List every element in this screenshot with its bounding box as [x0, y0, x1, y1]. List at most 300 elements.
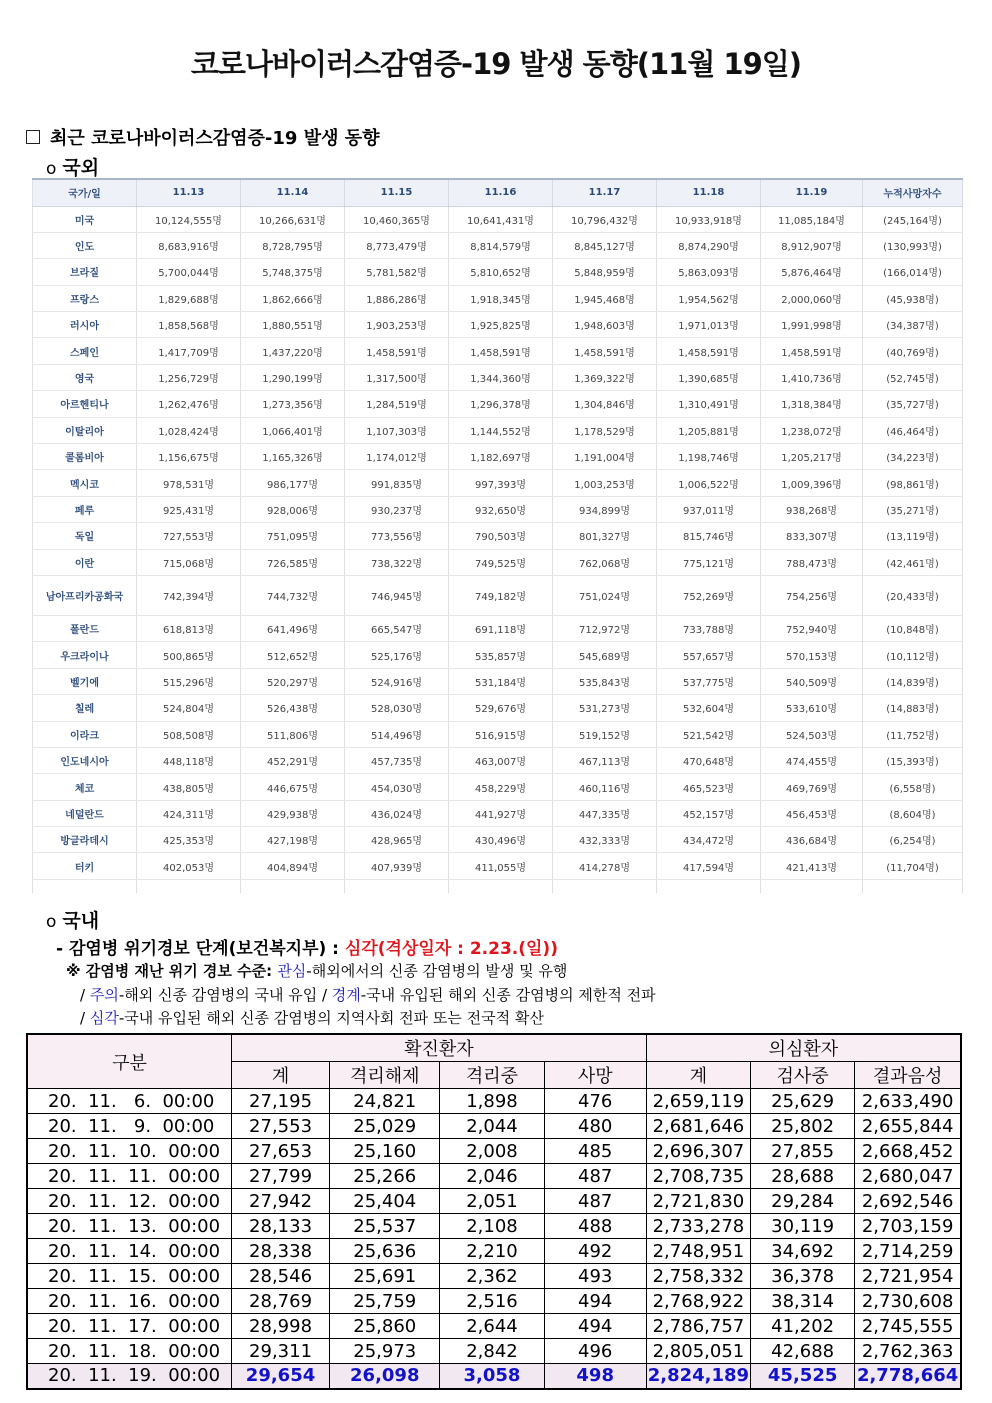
country-name: 방글라데시 [33, 827, 137, 853]
case-count-cell: 448,118명 [137, 747, 241, 773]
table-row [27, 1089, 961, 1114]
domestic-heading-label: 국내 [62, 910, 100, 932]
case-count-cell: 436,024명 [345, 800, 449, 826]
table-row [27, 1214, 961, 1239]
count-cell: 28,998 [231, 1314, 329, 1339]
table-row [33, 496, 963, 522]
case-count-cell: 533,610명 [761, 695, 863, 721]
table-row [27, 1364, 961, 1389]
circle-bullet-icon: o [46, 912, 57, 932]
table-row [27, 1289, 961, 1314]
level-alert: 경계 [331, 986, 361, 1004]
count-cell: 41,202 [751, 1314, 855, 1339]
case-count-cell: 1,205,881명 [657, 417, 761, 443]
level-caution: 주의 [89, 986, 119, 1004]
empty-cell [137, 879, 241, 893]
count-cell: 496 [544, 1339, 646, 1364]
country-name: 폴란드 [33, 615, 137, 641]
country-name: 멕시코 [33, 470, 137, 496]
case-count-cell: 742,394명 [137, 575, 241, 615]
count-cell: 27,855 [751, 1139, 855, 1164]
cumulative-deaths-cell: (11,752명) [863, 721, 963, 747]
table-row [33, 853, 963, 879]
case-count-cell: 986,177명 [241, 470, 345, 496]
empty-cell [345, 879, 449, 893]
alert-note-line-1 [66, 960, 567, 981]
count-cell: 29,311 [231, 1339, 329, 1364]
case-count-cell: 5,810,652명 [449, 259, 553, 285]
case-count-cell: 1,156,675명 [137, 444, 241, 470]
count-cell: 30,119 [751, 1214, 855, 1239]
level-alert-desc: -국내 유입된 해외 신종 감염병의 제한적 전파 [360, 986, 656, 1004]
column-header: 11.15 [345, 179, 449, 206]
case-count-cell: 618,813명 [137, 615, 241, 641]
case-count-cell: 1,954,562명 [657, 285, 761, 311]
count-cell: 2,659,119 [646, 1089, 750, 1114]
cumulative-deaths-cell: (52,745명) [863, 364, 963, 390]
count-cell: 485 [544, 1139, 646, 1164]
table-row [27, 1139, 961, 1164]
column-header: 11.19 [761, 179, 863, 206]
case-count-cell: 508,508명 [137, 721, 241, 747]
case-count-cell: 991,835명 [345, 470, 449, 496]
country-name: 미국 [33, 206, 137, 232]
count-cell: 487 [544, 1189, 646, 1214]
case-count-cell: 641,496명 [241, 615, 345, 641]
count-cell: 27,942 [231, 1189, 329, 1214]
case-count-cell: 5,781,582명 [345, 259, 449, 285]
count-cell: 45,525 [751, 1364, 855, 1389]
country-name: 독일 [33, 523, 137, 549]
count-cell: 38,314 [751, 1289, 855, 1314]
table-row [27, 1239, 961, 1264]
note-prefix: ※ 감염병 재난 위기 경보 수준: [66, 962, 278, 980]
case-count-cell: 10,124,555명 [137, 206, 241, 232]
case-count-cell: 1,971,013명 [657, 312, 761, 338]
case-count-cell: 1,165,326명 [241, 444, 345, 470]
case-count-cell: 1,304,846명 [553, 391, 657, 417]
count-cell: 2,733,278 [646, 1214, 750, 1239]
country-name: 영국 [33, 364, 137, 390]
case-count-cell: 5,863,093명 [657, 259, 761, 285]
count-cell: 2,805,051 [646, 1339, 750, 1364]
case-count-cell: 2,000,060명 [761, 285, 863, 311]
table-row [33, 668, 963, 694]
cumulative-deaths-cell: (46,464명) [863, 417, 963, 443]
cumulative-deaths-cell: (40,769명) [863, 338, 963, 364]
count-cell: 25,404 [330, 1189, 440, 1214]
case-count-cell: 528,030명 [345, 695, 449, 721]
page-title: 코로나바이러스감염증-19 발생 동향(11월 19일) [190, 47, 802, 81]
case-count-cell: 531,184명 [449, 668, 553, 694]
table-row [33, 417, 963, 443]
case-count-cell: 1,006,522명 [657, 470, 761, 496]
count-cell: 2,758,332 [646, 1264, 750, 1289]
case-count-cell: 447,335명 [553, 800, 657, 826]
case-count-cell: 407,939명 [345, 853, 449, 879]
case-count-cell: 531,273명 [553, 695, 657, 721]
table-row [27, 1114, 961, 1139]
table-row [33, 747, 963, 773]
case-count-cell: 749,525명 [449, 549, 553, 575]
case-count-cell: 524,804명 [137, 695, 241, 721]
case-count-cell: 441,927명 [449, 800, 553, 826]
count-cell: 2,680,047 [855, 1164, 961, 1189]
case-count-cell: 470,648명 [657, 747, 761, 773]
count-cell: 2,210 [440, 1239, 544, 1264]
case-count-cell: 934,899명 [553, 496, 657, 522]
table-row [33, 285, 963, 311]
case-count-cell: 833,307명 [761, 523, 863, 549]
case-count-cell: 10,266,631명 [241, 206, 345, 232]
case-count-cell: 752,269명 [657, 575, 761, 615]
section-heading [26, 124, 380, 150]
case-count-cell: 425,353명 [137, 827, 241, 853]
count-cell: 2,696,307 [646, 1139, 750, 1164]
country-name: 이란 [33, 549, 137, 575]
cumulative-deaths-cell: (8,604명) [863, 800, 963, 826]
cumulative-deaths-cell: (35,271명) [863, 496, 963, 522]
count-cell: 2,708,735 [646, 1164, 750, 1189]
case-count-cell: 744,732명 [241, 575, 345, 615]
count-cell: 2,362 [440, 1264, 544, 1289]
case-count-cell: 545,689명 [553, 642, 657, 668]
case-count-cell: 570,153명 [761, 642, 863, 668]
count-cell: 27,653 [231, 1139, 329, 1164]
table-row [27, 1189, 961, 1214]
empty-cell [761, 879, 863, 893]
empty-cell [553, 879, 657, 893]
case-count-cell: 438,805명 [137, 774, 241, 800]
case-count-cell: 452,157명 [657, 800, 761, 826]
case-count-cell: 751,095명 [241, 523, 345, 549]
count-cell: 27,799 [231, 1164, 329, 1189]
case-count-cell: 762,068명 [553, 549, 657, 575]
separator: / [80, 1009, 90, 1027]
case-count-cell: 978,531명 [137, 470, 241, 496]
case-count-cell: 1,945,468명 [553, 285, 657, 311]
case-count-cell: 749,182명 [449, 575, 553, 615]
separator: / [80, 986, 90, 1004]
count-cell: 476 [544, 1089, 646, 1114]
case-count-cell: 1,256,729명 [137, 364, 241, 390]
cumulative-deaths-cell: (42,461명) [863, 549, 963, 575]
cumulative-deaths-cell: (14,883명) [863, 695, 963, 721]
count-cell: 494 [544, 1289, 646, 1314]
count-cell: 25,266 [330, 1164, 440, 1189]
case-count-cell: 424,311명 [137, 800, 241, 826]
count-cell: 498 [544, 1364, 646, 1389]
count-cell: 25,691 [330, 1264, 440, 1289]
section-heading-label: 최근 코로나바이러스감염증-19 발생 동향 [50, 128, 380, 149]
empty-cell [449, 879, 553, 893]
level-caution-desc: -해외 신종 감염병의 국내 유입 / [118, 986, 332, 1004]
country-name: 브라질 [33, 259, 137, 285]
category-header: 구분 [27, 1034, 231, 1089]
count-cell: 492 [544, 1239, 646, 1264]
count-cell: 480 [544, 1114, 646, 1139]
table-row [27, 1264, 961, 1289]
case-count-cell: 1,238,072명 [761, 417, 863, 443]
column-header: 11.17 [553, 179, 657, 206]
case-count-cell: 524,916명 [345, 668, 449, 694]
count-cell: 25,629 [751, 1089, 855, 1114]
cumulative-deaths-cell: (34,223명) [863, 444, 963, 470]
case-count-cell: 532,604명 [657, 695, 761, 721]
level-serious-desc: -국내 유입된 해외 신종 감염병의 지역사회 전파 또는 전국적 확산 [118, 1009, 544, 1027]
case-count-cell: 511,806명 [241, 721, 345, 747]
level-serious: 심각 [89, 1009, 119, 1027]
date-cell: 20. 11. 16. 00:00 [27, 1289, 231, 1314]
country-name: 인도 [33, 232, 137, 258]
case-count-cell: 1,344,360명 [449, 364, 553, 390]
case-count-cell: 1,066,401명 [241, 417, 345, 443]
case-count-cell: 8,728,795명 [241, 232, 345, 258]
alert-note-line-2 [80, 984, 656, 1005]
case-count-cell: 1,182,697명 [449, 444, 553, 470]
case-count-cell: 712,972명 [553, 615, 657, 641]
table-row [33, 259, 963, 285]
count-cell: 25,802 [751, 1114, 855, 1139]
column-header: 누적사망자수 [863, 179, 963, 206]
case-count-cell: 746,945명 [345, 575, 449, 615]
table-row [33, 364, 963, 390]
count-cell: 2,516 [440, 1289, 544, 1314]
case-count-cell: 932,650명 [449, 496, 553, 522]
case-count-cell: 5,848,959명 [553, 259, 657, 285]
case-count-cell: 937,011명 [657, 496, 761, 522]
date-cell: 20. 11. 6. 00:00 [27, 1089, 231, 1114]
column-header: 국가/일 [33, 179, 137, 206]
case-count-cell: 665,547명 [345, 615, 449, 641]
case-count-cell: 5,748,375명 [241, 259, 345, 285]
case-count-cell: 1,273,356명 [241, 391, 345, 417]
cumulative-deaths-cell: (11,704명) [863, 853, 963, 879]
case-count-cell: 1,296,378명 [449, 391, 553, 417]
count-cell: 2,681,646 [646, 1114, 750, 1139]
table-row [33, 774, 963, 800]
case-count-cell: 512,652명 [241, 642, 345, 668]
case-count-cell: 1,205,217명 [761, 444, 863, 470]
count-cell: 493 [544, 1264, 646, 1289]
cumulative-deaths-cell: (10,112명) [863, 642, 963, 668]
case-count-cell: 525,176명 [345, 642, 449, 668]
count-cell: 28,133 [231, 1214, 329, 1239]
country-name: 콜롬비아 [33, 444, 137, 470]
date-cell: 20. 11. 15. 00:00 [27, 1264, 231, 1289]
overseas-table [32, 178, 963, 893]
case-count-cell: 469,769명 [761, 774, 863, 800]
case-count-cell: 8,683,916명 [137, 232, 241, 258]
case-count-cell: 529,676명 [449, 695, 553, 721]
cumulative-deaths-cell: (13,119명) [863, 523, 963, 549]
alert-level-prefix: - 감염병 위기경보 단계(보건복지부) : [56, 939, 345, 959]
overseas-heading [46, 153, 99, 180]
count-cell: 2,745,555 [855, 1314, 961, 1339]
country-name: 러시아 [33, 312, 137, 338]
case-count-cell: 519,152명 [553, 721, 657, 747]
case-count-cell: 727,553명 [137, 523, 241, 549]
table-row [27, 1164, 961, 1189]
table-row [33, 721, 963, 747]
level-interest-desc: -해외에서의 신종 감염병의 발생 및 유행 [306, 962, 568, 980]
case-count-cell: 1,437,220명 [241, 338, 345, 364]
case-count-cell: 691,118명 [449, 615, 553, 641]
case-count-cell: 1,862,666명 [241, 285, 345, 311]
case-count-cell: 1,284,519명 [345, 391, 449, 417]
case-count-cell: 1,458,591명 [657, 338, 761, 364]
column-header: 계 [231, 1062, 329, 1089]
count-cell: 494 [544, 1314, 646, 1339]
cumulative-deaths-cell: (166,014명) [863, 259, 963, 285]
count-cell: 2,044 [440, 1114, 544, 1139]
count-cell: 29,654 [231, 1364, 329, 1389]
case-count-cell: 514,496명 [345, 721, 449, 747]
case-count-cell: 815,746명 [657, 523, 761, 549]
country-name: 네덜란드 [33, 800, 137, 826]
case-count-cell: 540,509명 [761, 668, 863, 694]
cumulative-deaths-cell: (20,433명) [863, 575, 963, 615]
case-count-cell: 5,876,464명 [761, 259, 863, 285]
count-cell: 2,730,608 [855, 1289, 961, 1314]
empty-cell [657, 879, 761, 893]
count-cell: 2,655,844 [855, 1114, 961, 1139]
case-count-cell: 1,858,568명 [137, 312, 241, 338]
case-count-cell: 457,735명 [345, 747, 449, 773]
case-count-cell: 1,318,384명 [761, 391, 863, 417]
case-count-cell: 454,030명 [345, 774, 449, 800]
case-count-cell: 1,886,286명 [345, 285, 449, 311]
case-count-cell: 8,773,479명 [345, 232, 449, 258]
count-cell: 25,636 [330, 1239, 440, 1264]
case-count-cell: 8,845,127명 [553, 232, 657, 258]
count-cell: 2,721,830 [646, 1189, 750, 1214]
count-cell: 42,688 [751, 1339, 855, 1364]
confirmed-group-header: 확진환자 [231, 1034, 646, 1062]
case-count-cell: 436,684명 [761, 827, 863, 853]
country-name: 벨기에 [33, 668, 137, 694]
case-count-cell: 8,874,290명 [657, 232, 761, 258]
table-row [33, 206, 963, 232]
case-count-cell: 1,028,424명 [137, 417, 241, 443]
case-count-cell: 456,453명 [761, 800, 863, 826]
case-count-cell: 997,393명 [449, 470, 553, 496]
table-row [33, 800, 963, 826]
cumulative-deaths-cell: (45,938명) [863, 285, 963, 311]
date-cell: 20. 11. 12. 00:00 [27, 1189, 231, 1214]
count-cell: 27,195 [231, 1089, 329, 1114]
case-count-cell: 1,191,004명 [553, 444, 657, 470]
column-header: 격리해제 [330, 1062, 440, 1089]
date-cell: 20. 11. 19. 00:00 [27, 1364, 231, 1389]
case-count-cell: 516,915명 [449, 721, 553, 747]
case-count-cell: 1,290,199명 [241, 364, 345, 390]
case-count-cell: 520,297명 [241, 668, 345, 694]
case-count-cell: 515,296명 [137, 668, 241, 694]
case-count-cell: 1,262,476명 [137, 391, 241, 417]
case-count-cell: 1,144,552명 [449, 417, 553, 443]
table-row [33, 470, 963, 496]
case-count-cell: 1,107,303명 [345, 417, 449, 443]
case-count-cell: 417,594명 [657, 853, 761, 879]
column-header: 11.13 [137, 179, 241, 206]
case-count-cell: 526,438명 [241, 695, 345, 721]
level-interest: 관심 [277, 962, 307, 980]
case-count-cell: 754,256명 [761, 575, 863, 615]
case-count-cell: 1,918,345명 [449, 285, 553, 311]
table-row [33, 615, 963, 641]
case-count-cell: 733,788명 [657, 615, 761, 641]
date-cell: 20. 11. 18. 00:00 [27, 1339, 231, 1364]
case-count-cell: 775,121명 [657, 549, 761, 575]
column-header: 11.14 [241, 179, 345, 206]
case-count-cell: 1,390,685명 [657, 364, 761, 390]
cumulative-deaths-cell: (34,387명) [863, 312, 963, 338]
case-count-cell: 10,641,431명 [449, 206, 553, 232]
alert-note-line-3 [80, 1007, 544, 1028]
count-cell: 26,098 [330, 1364, 440, 1389]
date-cell: 20. 11. 11. 00:00 [27, 1164, 231, 1189]
case-count-cell: 521,542명 [657, 721, 761, 747]
count-cell: 28,546 [231, 1264, 329, 1289]
count-cell: 2,644 [440, 1314, 544, 1339]
circle-bullet-icon: o [46, 159, 57, 179]
count-cell: 2,692,546 [855, 1189, 961, 1214]
case-count-cell: 1,417,709명 [137, 338, 241, 364]
cumulative-deaths-cell: (6,254명) [863, 827, 963, 853]
case-count-cell: 801,327명 [553, 523, 657, 549]
table-row [33, 232, 963, 258]
count-cell: 2,046 [440, 1164, 544, 1189]
cumulative-deaths-cell: (245,164명) [863, 206, 963, 232]
date-cell: 20. 11. 10. 00:00 [27, 1139, 231, 1164]
column-header: 격리중 [440, 1062, 544, 1089]
table-row [33, 642, 963, 668]
case-count-cell: 1,880,551명 [241, 312, 345, 338]
domestic-table [26, 1033, 962, 1390]
count-cell: 25,029 [330, 1114, 440, 1139]
count-cell: 25,860 [330, 1314, 440, 1339]
table-row [33, 338, 963, 364]
alert-level-line [56, 934, 558, 959]
domestic-heading [46, 906, 99, 933]
count-cell: 24,821 [330, 1089, 440, 1114]
case-count-cell: 715,068명 [137, 549, 241, 575]
table-row [33, 549, 963, 575]
country-name: 칠레 [33, 695, 137, 721]
case-count-cell: 557,657명 [657, 642, 761, 668]
table-row [27, 1339, 961, 1364]
count-cell: 1,898 [440, 1089, 544, 1114]
country-name: 스페인 [33, 338, 137, 364]
count-cell: 27,553 [231, 1114, 329, 1139]
case-count-cell: 537,775명 [657, 668, 761, 694]
case-count-cell: 432,333명 [553, 827, 657, 853]
count-cell: 3,058 [440, 1364, 544, 1389]
date-cell: 20. 11. 13. 00:00 [27, 1214, 231, 1239]
table-row [33, 695, 963, 721]
case-count-cell: 1,991,998명 [761, 312, 863, 338]
case-count-cell: 10,460,365명 [345, 206, 449, 232]
count-cell: 2,051 [440, 1189, 544, 1214]
case-count-cell: 10,933,918명 [657, 206, 761, 232]
table-row [33, 827, 963, 853]
count-cell: 2,842 [440, 1339, 544, 1364]
table-row [27, 1314, 961, 1339]
country-name: 이탈리아 [33, 417, 137, 443]
case-count-cell: 1,410,736명 [761, 364, 863, 390]
column-header: 검사중 [751, 1062, 855, 1089]
